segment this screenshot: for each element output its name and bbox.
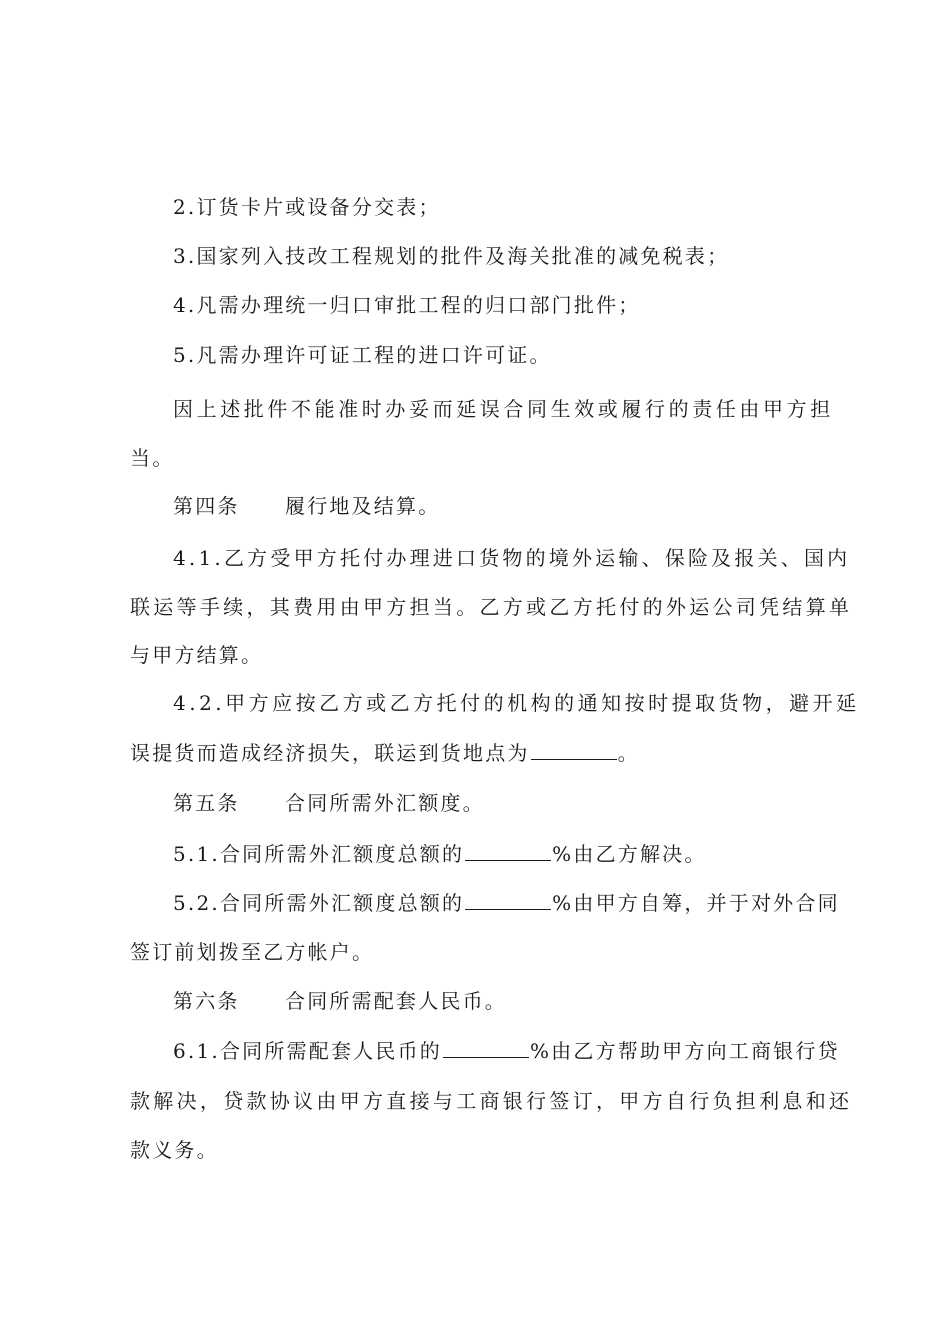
clause-5-2-end: %由甲方自筹，并于对外合同 — [552, 891, 840, 915]
clause-4-2-text: 误提货而造成经济损失，联运到货地点为 — [130, 741, 530, 765]
article-6-title: 合同所需配套人民币。 — [285, 989, 507, 1013]
clause-5-1 — [173, 841, 873, 867]
clause-4-1-line2: 联运等手续，其费用由甲方担当。乙方或乙方托付的外运公司凭结算单 — [130, 595, 853, 619]
forex-percent-blank-1 — [465, 842, 551, 861]
paragraph-liability-line1: 因上述批件不能准时办妥而延误合同生效或履行的责任由甲方担 — [173, 397, 834, 421]
clause-5-1-text: 5.1.合同所需外汇额度总额的 — [173, 842, 465, 866]
article-6-heading — [173, 988, 873, 1014]
clause-5-2-text: 5.2.合同所需外汇额度总额的 — [173, 891, 465, 915]
forex-percent-blank-2 — [465, 891, 551, 910]
list-item-5: 5.凡需办理许可证工程的进口许可证。 — [173, 343, 552, 367]
clause-4-2-line1: 4.2.甲方应按乙方或乙方托付的机构的通知按时提取货物，避开延 — [173, 691, 860, 715]
article-5-number: 第五条 — [173, 791, 240, 815]
article-4-heading — [173, 493, 873, 519]
clause-4-2-end: 。 — [617, 741, 640, 765]
clause-6-1-end: %由乙方帮助甲方向工商银行贷 — [529, 1039, 840, 1063]
article-6-number: 第六条 — [173, 989, 240, 1013]
clause-5-1-end: %由乙方解决。 — [552, 842, 707, 866]
clause-6-1-line3: 款义务。 — [130, 1138, 219, 1162]
clause-5-2-line1 — [173, 890, 873, 916]
clause-4-2-line2 — [130, 740, 830, 766]
list-item-2: 2.订货卡片或设备分交表； — [173, 195, 441, 219]
list-item-4: 4.凡需办理统一归口审批工程的归口部门批件； — [173, 293, 641, 317]
article-4-title: 履行地及结算。 — [285, 494, 441, 518]
clause-6-1-line1 — [173, 1038, 873, 1064]
rmb-percent-blank — [443, 1039, 529, 1058]
article-5-title: 合同所需外汇额度。 — [285, 791, 485, 815]
article-5-heading — [173, 790, 873, 816]
article-4-number: 第四条 — [173, 494, 240, 518]
clause-4-1-line3: 与甲方结算。 — [130, 643, 264, 667]
clause-6-1-text: 6.1.合同所需配套人民币的 — [173, 1039, 442, 1063]
clause-4-1-line1: 4.1.乙方受甲方托付办理进口货物的境外运输、保险及报关、国内 — [173, 546, 851, 570]
paragraph-liability-line2: 当。 — [130, 446, 175, 470]
list-item-3: 3.国家列入技改工程规划的批件及海关批准的减免税表； — [173, 244, 730, 268]
clause-6-1-line2: 款解决，贷款协议由甲方直接与工商银行签订，甲方自行负担利息和还 — [130, 1089, 853, 1113]
delivery-location-blank — [531, 741, 617, 760]
clause-5-2-line2: 签订前划拨至乙方帐户。 — [130, 940, 375, 964]
